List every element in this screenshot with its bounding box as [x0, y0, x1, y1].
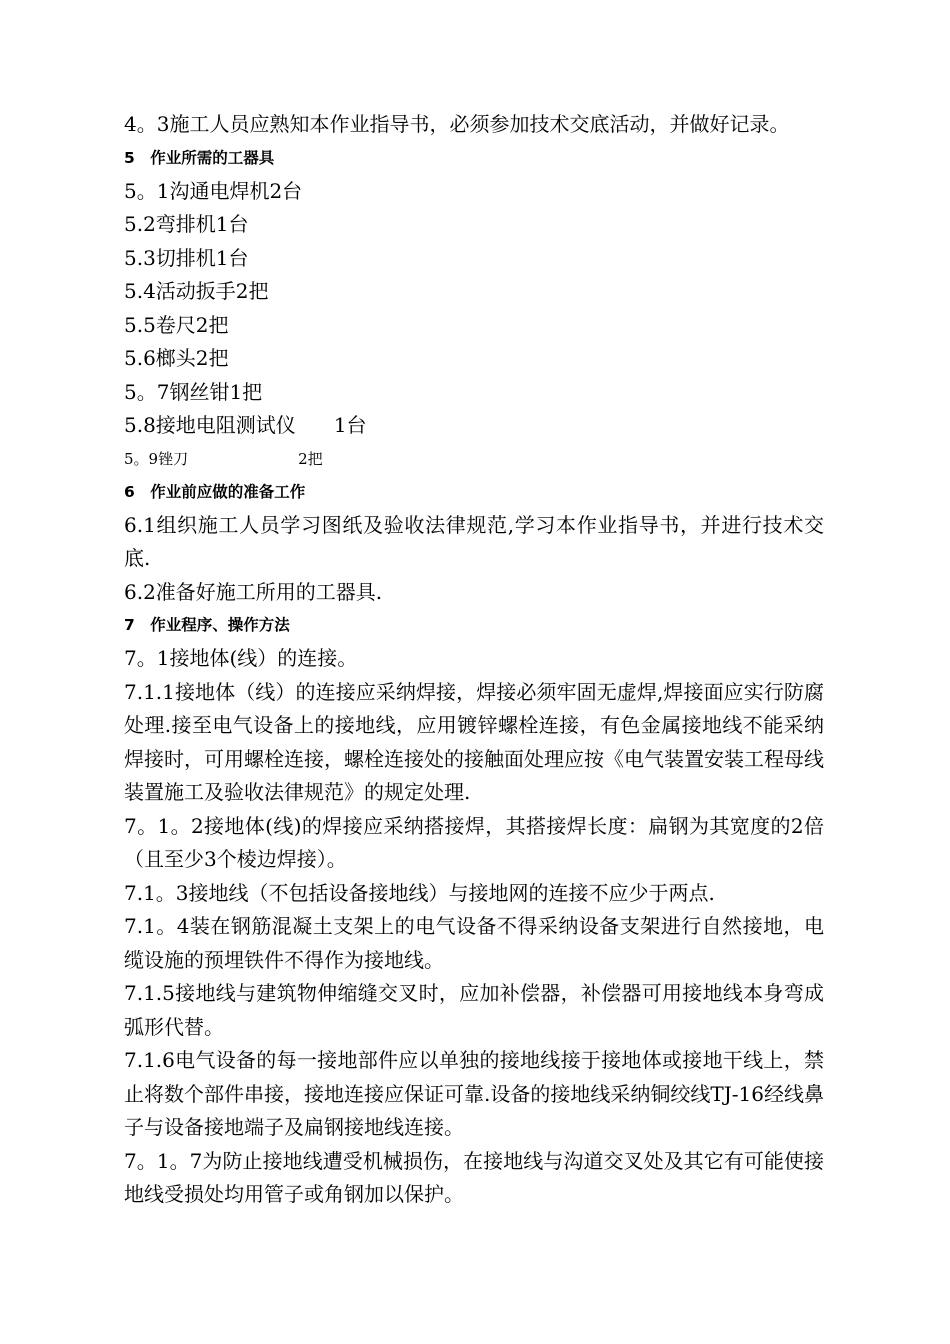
tool-item-5-3: 5.3切排机1台 [124, 245, 249, 270]
tool-item-5-1: 5。1沟通电焊机2台 [124, 178, 303, 203]
section-heading-7: 7 作业程序、操作方法 [124, 616, 290, 634]
paragraph-7-1-1: 7.1.1接地体（线）的连接应采纳焊接，焊接必须牢固无虚焊,焊接面应实行防腐处理.接至电气设备上的接地线，应用镀锌螺栓连接，有色金属接地线不能采纳焊接时，可用螺栓连接，螺栓连接处的接触面处理应按《电气装置安装工程母线装置施工及验收法律规范》的规定处理. [124, 679, 824, 804]
paragraph-7-1-4: 7.1。4装在钢筋混凝土支架上的电气设备不得采纳设备支架进行自然接地，电缆设施的预埋铁件不得作为接地线。 [124, 914, 824, 972]
tool-item-5-9-name: 5。9锉刀 [124, 449, 189, 468]
section-heading-5: 5 作业所需的工器具 [124, 148, 275, 167]
paragraph-7-1-3: 7.1。3接地线（不包括设备接地线）与接地网的连接不应少于两点. [124, 880, 715, 905]
tool-item-5-8 [124, 409, 824, 443]
tool-item-5-8-name: 5.8接地电阻测试仪 [124, 413, 296, 437]
paragraph-7-1-6: 7.1.6电气设备的每一接地部件应以单独的接地线接于接地体或接地干线上，禁止将数个部件串接，接地连接应保证可靠.设备的接地线采纳铜绞线TJ-16经线鼻子与设备接地端子及扁钢接地线连接。 [124, 1048, 824, 1139]
tool-item-5-5: 5.5卷尺2把 [124, 312, 229, 337]
tool-item-5-9-qty: 2把 [298, 449, 323, 468]
paragraph-6-2: 6.2准备好施工所用的工器具. [124, 579, 383, 604]
paragraph-7-1-5: 7.1.5接地线与建筑物伸缩缝交叉时，应加补偿器，补偿器可用接地线本身弯成弧形代替。 [124, 981, 824, 1039]
paragraph-7-1-7: 7。1。7为防止接地线遭受机械损伤，在接地线与沟道交叉处及其它有可能使接地线受损处均用管子或角钢加以保护。 [124, 1148, 824, 1206]
tool-item-5-7: 5。7钢丝钳1把 [124, 379, 263, 404]
paragraph-6-1: 6.1组织施工人员学习图纸及验收法律规范,学习本作业指导书，并进行技术交底. [124, 512, 824, 570]
tool-item-5-4: 5.4活动扳手2把 [124, 279, 269, 303]
section-heading-6: 6 作业前应做的准备工作 [124, 482, 306, 501]
tool-item-5-8-qty: 1台 [333, 413, 367, 437]
tool-item-5-6: 5.6榔头2把 [124, 346, 229, 370]
paragraph-4-3: 4。3施工人员应熟知本作业指导书，必须参加技术交底活动，并做好记录。 [124, 112, 790, 136]
tool-item-5-2: 5.2弯排机1台 [124, 212, 249, 236]
tool-item-5-9 [124, 443, 824, 476]
paragraph-7-1-2: 7。1。2接地体(线)的焊接应采纳搭接焊，其搭接焊长度：扁钢为其宽度的2倍（且至少3个棱边焊接）。 [124, 813, 824, 871]
paragraph-7-1: 7。1接地体(线）的连接。 [124, 646, 358, 670]
